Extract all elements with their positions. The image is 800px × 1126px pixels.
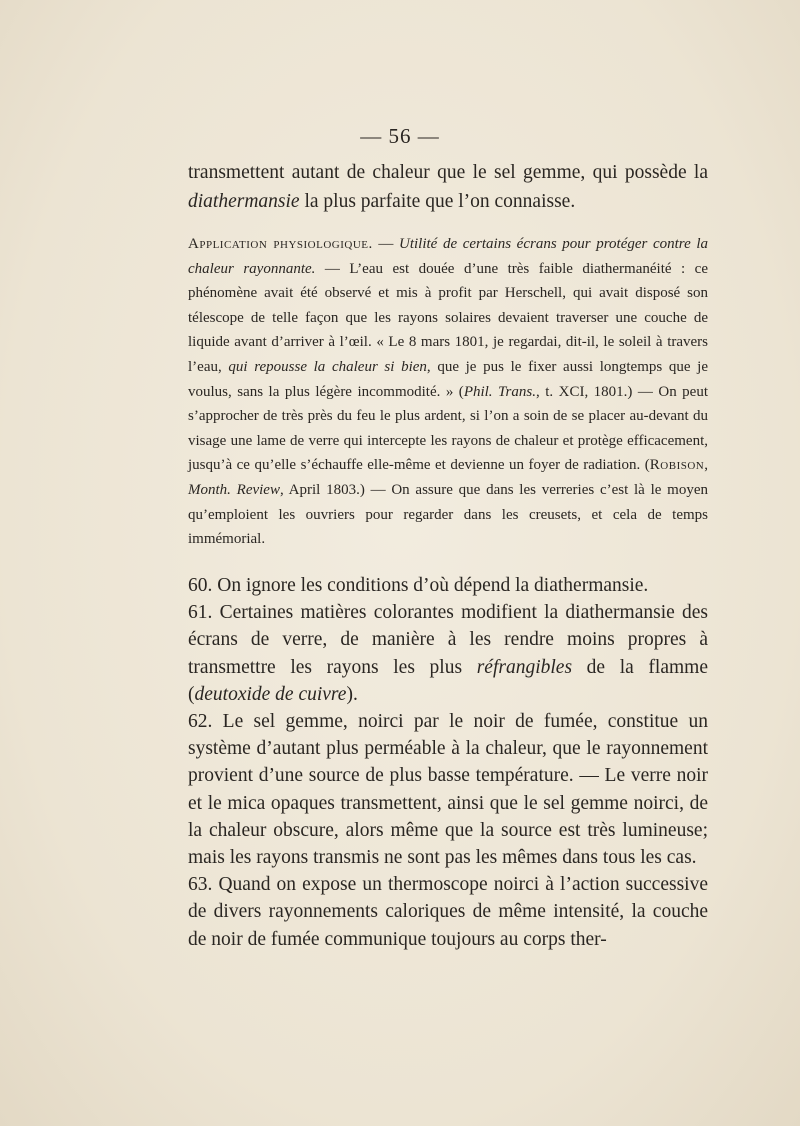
note-text-1: — L’eau est douée d’une très faible diathermanéité : ce phénomène avait été observé et mis à profit par Herschell, qui avait disposé son télescope de telle façon que les rayons solaires devaient traverser une couche de liquide avant d’arriver à l’œil. « Le 8 mars 1801, je regardai, dit-il, le soleil à travers l’eau, — [188, 260, 708, 375]
paragraph-62: 62. Le sel gemme, noirci par le noir de fumée, constitue un système d’autant plus perméable à la chaleur, que le rayonnement provient d’une source de plus basse température. — Le verre noir et le mica opaques transmettent, ainsi que le sel gemme noirci, de la chaleur obscure, alors même que la source est très lumineuse; mais les rayons transmis ne sont pas les mêmes dans tous les cas. — [188, 711, 708, 869]
lead-text-1: transmettent autant de chaleur que le sel gemme, qui possède la — [188, 162, 708, 183]
note-text-3b: , — [704, 457, 708, 474]
note-title: Utilité de certains écrans pour protéger contre la chaleur rayonnante. — [188, 236, 709, 277]
note-quote: qui repousse la chaleur si bien — [228, 358, 427, 375]
note-heading: Application physiologique. — [188, 236, 373, 252]
note-text-2: , que je pus le fixer aussi longtemps que je voulus, sans la plus légère incommodité. » ( — [188, 358, 708, 400]
p61-term: réfrangibles — [476, 656, 573, 678]
p61-substance: deutoxide de cuivre — [194, 683, 347, 705]
note-citation-phil: Phil. Trans. — [463, 383, 536, 400]
lead-term: diathermansie — [188, 191, 300, 212]
note-text-4: , April 1803.) — On assure que dans les verreries c’est là le moyen qu’emploient les ouvriers pour regarder dans les creusets, et cela de temps immémorial. — [188, 481, 708, 548]
paragraph-60: 60. On ignore les conditions d’où dépend la diathermansie. — [188, 575, 649, 596]
page-number: — 56 — — [360, 124, 440, 148]
p61-text-3: ). — [346, 683, 358, 705]
note-text-3: , t. XCI, 1801.) — On peut s’approcher de très près du feu le plus ardent, si l’on a soin de se placer au-devant du visage une lame de verre qui intercepte les rayons de chaleur et protège efficacement, jusqu’à ce qu’elle s’échauffe elle-même et devienne un foyer de radiation. ( — [188, 383, 709, 474]
numbered-paragraphs — [188, 572, 708, 953]
note-author: Robison — [649, 457, 705, 474]
p61-text-2: de la flamme ( — [188, 656, 708, 705]
paragraph-63: 63. Quand on expose un thermoscope noirci à l’action successive de divers rayonnements caloriques de même intensité, la couche de noir de fumée communique toujours au corps ther- — [188, 874, 708, 950]
p61-text-1: 61. Certaines matières colorantes modifient la diathermansie des écrans de verre, de manière à les rendre moins propres à transmettre les rayons les plus — [188, 602, 708, 678]
paragraph-61 — [188, 599, 708, 708]
note-sep: — — [372, 236, 400, 252]
physiological-application-note — [188, 232, 708, 552]
lead-paragraph — [188, 158, 708, 216]
lead-text-2: la plus parfaite que l’on connaisse. — [299, 191, 576, 212]
note-citation-review: Month. Review — [188, 481, 280, 498]
